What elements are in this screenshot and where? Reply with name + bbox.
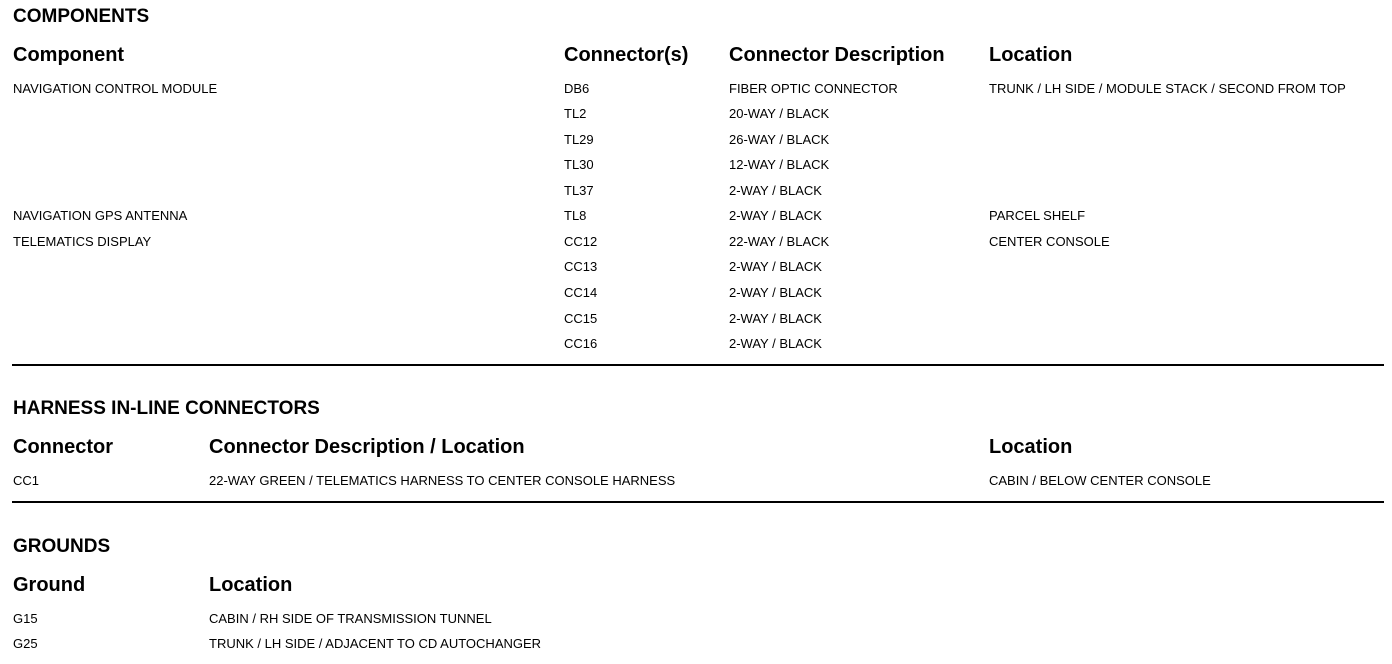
components-header-component: Component xyxy=(13,44,125,66)
harness-header-description: Connector Description / Location xyxy=(209,436,525,458)
connector-description: 2-WAY / BLACK xyxy=(729,208,822,223)
grounds-header-ground: Ground xyxy=(13,574,86,596)
connector-description: 2-WAY / BLACK xyxy=(729,183,822,198)
connector-id: TL30 xyxy=(564,157,594,172)
connector-id: CC14 xyxy=(564,285,598,300)
connector-id: CC12 xyxy=(564,234,598,249)
components-header-location: Location xyxy=(989,44,1073,66)
ground-location: CABIN / RH SIDE OF TRANSMISSION TUNNEL xyxy=(209,611,492,626)
connector-id: TL8 xyxy=(564,208,587,223)
connector-description: 20-WAY / BLACK xyxy=(729,106,830,121)
grounds-header-location: Location xyxy=(209,574,293,596)
section-divider xyxy=(12,364,1384,366)
harness-header-location: Location xyxy=(989,436,1073,458)
connector-id: DB6 xyxy=(564,81,590,96)
connector-id: CC15 xyxy=(564,311,598,326)
ground-id: G15 xyxy=(13,611,38,626)
connector-description: 12-WAY / BLACK xyxy=(729,157,830,172)
connector-description: 2-WAY / BLACK xyxy=(729,259,822,274)
connector-description: 2-WAY / BLACK xyxy=(729,336,822,351)
connector-id: CC13 xyxy=(564,259,598,274)
harness-connector-id: CC1 xyxy=(13,473,40,488)
connector-description: 2-WAY / BLACK xyxy=(729,311,822,326)
components-header-description: Connector Description xyxy=(729,44,945,66)
component-name: NAVIGATION CONTROL MODULE xyxy=(13,81,218,96)
component-location: TRUNK / LH SIDE / MODULE STACK / SECOND FROM TOP xyxy=(989,81,1346,96)
connector-id: TL29 xyxy=(564,132,594,147)
connector-id: CC16 xyxy=(564,336,598,351)
ground-id: G25 xyxy=(13,636,38,651)
grounds-section-title: GROUNDS xyxy=(13,536,111,557)
harness-section-title: HARNESS IN-LINE CONNECTORS xyxy=(13,398,320,419)
connector-id: TL2 xyxy=(564,106,587,121)
section-divider xyxy=(12,501,1384,503)
connector-description: 26-WAY / BLACK xyxy=(729,132,830,147)
components-section-title: COMPONENTS xyxy=(13,6,150,27)
harness-connector-location: CABIN / BELOW CENTER CONSOLE xyxy=(989,473,1211,488)
harness-connector-description: 22-WAY GREEN / TELEMATICS HARNESS TO CENTER CONSOLE HARNESS xyxy=(209,473,676,488)
component-name: NAVIGATION GPS ANTENNA xyxy=(13,208,188,223)
connector-description: 22-WAY / BLACK xyxy=(729,234,830,249)
components-header-connectors: Connector(s) xyxy=(564,44,689,66)
ground-location: TRUNK / LH SIDE / ADJACENT TO CD AUTOCHANGER xyxy=(209,636,542,651)
harness-header-connector: Connector xyxy=(13,436,113,458)
component-location: PARCEL SHELF xyxy=(989,208,1086,223)
connector-description: 2-WAY / BLACK xyxy=(729,285,822,300)
component-location: CENTER CONSOLE xyxy=(989,234,1110,249)
component-name: TELEMATICS DISPLAY xyxy=(13,234,152,249)
connector-description: FIBER OPTIC CONNECTOR xyxy=(729,81,898,96)
connector-id: TL37 xyxy=(564,183,594,198)
